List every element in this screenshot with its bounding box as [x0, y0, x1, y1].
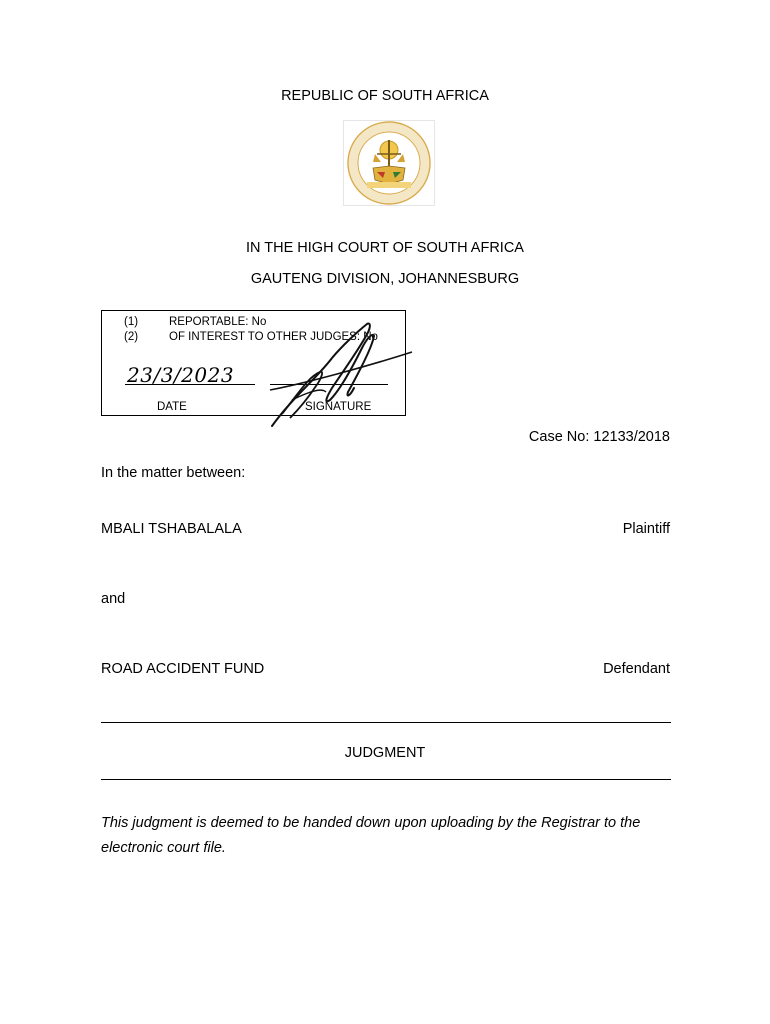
plaintiff-role: Plaintiff [622, 521, 670, 537]
defendant-role: Defendant [603, 661, 670, 677]
divider-top [101, 722, 671, 723]
date-line [125, 384, 255, 385]
defendant-name: ROAD ACCIDENT FUND [101, 661, 265, 677]
divider-bottom [101, 779, 671, 780]
handwritten-date: 23/3/2023 [127, 363, 235, 387]
signature-label: SIGNATURE [305, 401, 372, 413]
republic-heading: REPUBLIC OF SOUTH AFRICA [281, 88, 489, 104]
judiciary-seal-icon [343, 120, 435, 206]
conjunction-text: and [101, 591, 126, 607]
interest-text: OF INTEREST TO OTHER JUDGES: No [169, 331, 378, 343]
reportable-text: REPORTABLE: No [169, 316, 267, 328]
judgment-title: JUDGMENT [344, 745, 426, 761]
handwritten-signature [262, 318, 417, 433]
date-label: DATE [157, 401, 187, 413]
judgment-notice-line-2: electronic court file. [101, 840, 226, 856]
matter-heading: In the matter between: [101, 465, 246, 481]
item-2-number: (2) [124, 331, 139, 343]
division-heading: GAUTENG DIVISION, JOHANNESBURG [250, 271, 520, 287]
judiciary-seal [343, 120, 435, 206]
court-heading: IN THE HIGH COURT OF SOUTH AFRICA [246, 240, 524, 256]
item-1-number: (1) [124, 316, 139, 328]
judgment-notice-line-1: This judgment is deemed to be handed down upon uploading by the Registrar to the [101, 815, 641, 831]
case-number: Case No: 12133/2018 [528, 429, 670, 445]
plaintiff-name: MBALI TSHABALALA [101, 521, 242, 537]
